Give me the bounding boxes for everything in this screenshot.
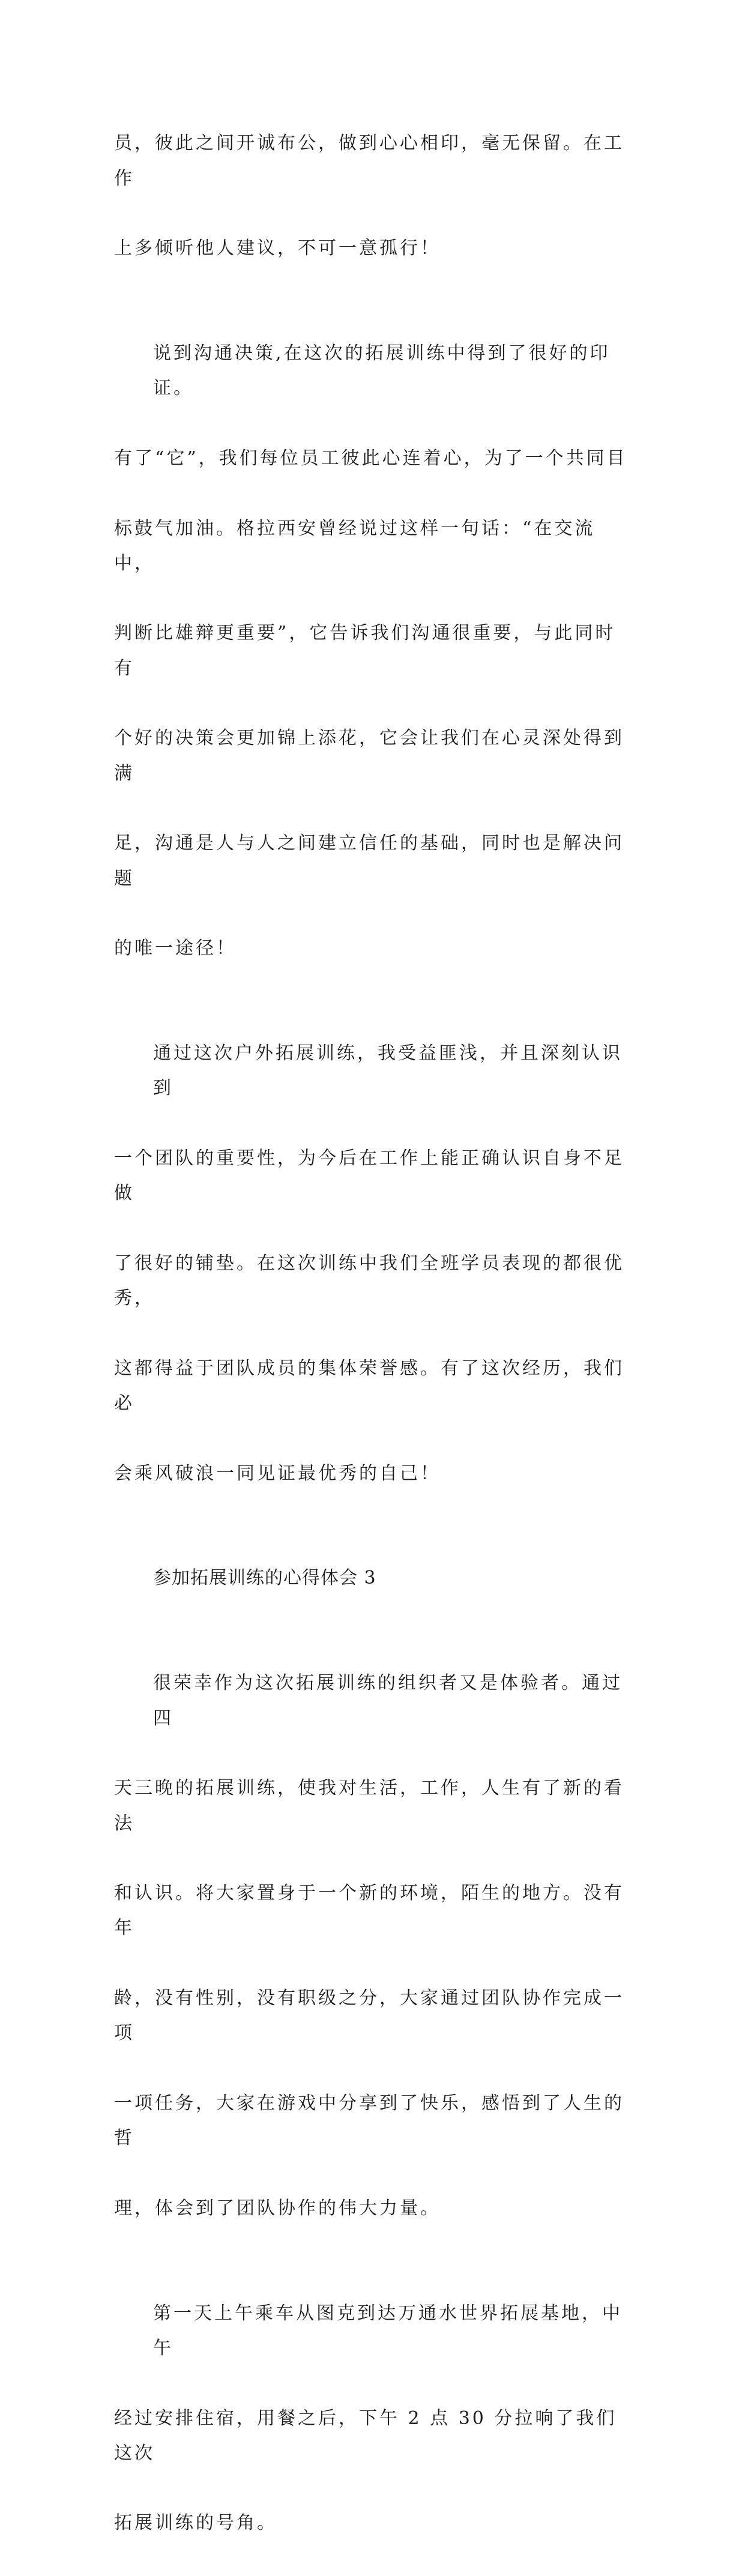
- text-line: 这都得益于团队成员的集体荣誉感。有了这次经历，我们必: [114, 1357, 624, 1414]
- text-line: 拓展训练的号角。: [114, 2512, 277, 2534]
- text-line: 经过安排住宿，用餐之后，下午 2 点 30 分拉响了我们这次: [114, 2407, 617, 2464]
- text-line: 有了“它”，我们每位员工彼此心连着心，为了一个共同目: [114, 447, 627, 469]
- text-line: 的唯一途径！: [114, 938, 237, 959]
- text-line: 通过这次户外拓展训练，我受益匪浅，并且深刻认识到: [153, 1043, 623, 1099]
- paragraph-organizer: [114, 1631, 635, 2261]
- heading-text: 参加拓展训练的心得体会 3: [153, 1567, 376, 1589]
- section-heading: [114, 1526, 635, 1631]
- text-line: 龄，没有性别，没有职级之分，大家通过团队协作完成一项: [114, 1988, 624, 2044]
- text-line: 会乘风破浪一同见证最优秀的自己！: [114, 1462, 441, 1484]
- text-line: 标鼓气加油。格拉西安曾经说过这样一句话：“在交流中，: [114, 517, 596, 574]
- paragraph-first-day: [114, 2261, 635, 2576]
- text-line: 第一天上午乘车从图克到达万通水世界拓展基地，中午: [153, 2302, 623, 2359]
- paragraph-communication: [114, 301, 635, 1001]
- text-line: 一个团队的重要性，为今后在工作上能正确认识自身不足做: [114, 1147, 624, 1204]
- text-line: 一项任务，大家在游戏中分享到了快乐，感悟到了人生的哲: [114, 2092, 624, 2149]
- text-line: 理，体会到了团队协作的伟大力量。: [114, 2197, 441, 2219]
- paragraph-continuation: [114, 91, 635, 301]
- text-line: 个好的决策会更加锦上添花，它会让我们在心灵深处得到满: [114, 728, 624, 784]
- text-line: 说到沟通决策,在这次的拓展训练中得到了很好的印证。: [153, 343, 611, 399]
- document-body: [114, 91, 635, 2576]
- text-line: 了很好的铺垫。在这次训练中我们全班学员表现的都很优秀，: [114, 1252, 624, 1309]
- text-line: 和认识。将大家置身于一个新的环境，陌生的地方。没有年: [114, 1883, 624, 1939]
- text-line: 很荣幸作为这次拓展训练的组织者又是体验者。通过四: [153, 1673, 623, 1729]
- text-line: 天三晚的拓展训练，使我对生活，工作，人生有了新的看法: [114, 1778, 624, 1834]
- paragraph-outdoor-training: [114, 1001, 635, 1526]
- text-line: 上多倾听他人建议，不可一意孤行！: [114, 238, 441, 259]
- text-line: 员，彼此之间开诚布公，做到心心相印，毫无保留。在工作: [114, 133, 624, 189]
- text-line: 足，沟通是人与人之间建立信任的基础，同时也是解决问题: [114, 833, 624, 889]
- text-line: 判断比雄辩更重要”，它告诉我们沟通很重要，与此同时有: [114, 623, 616, 679]
